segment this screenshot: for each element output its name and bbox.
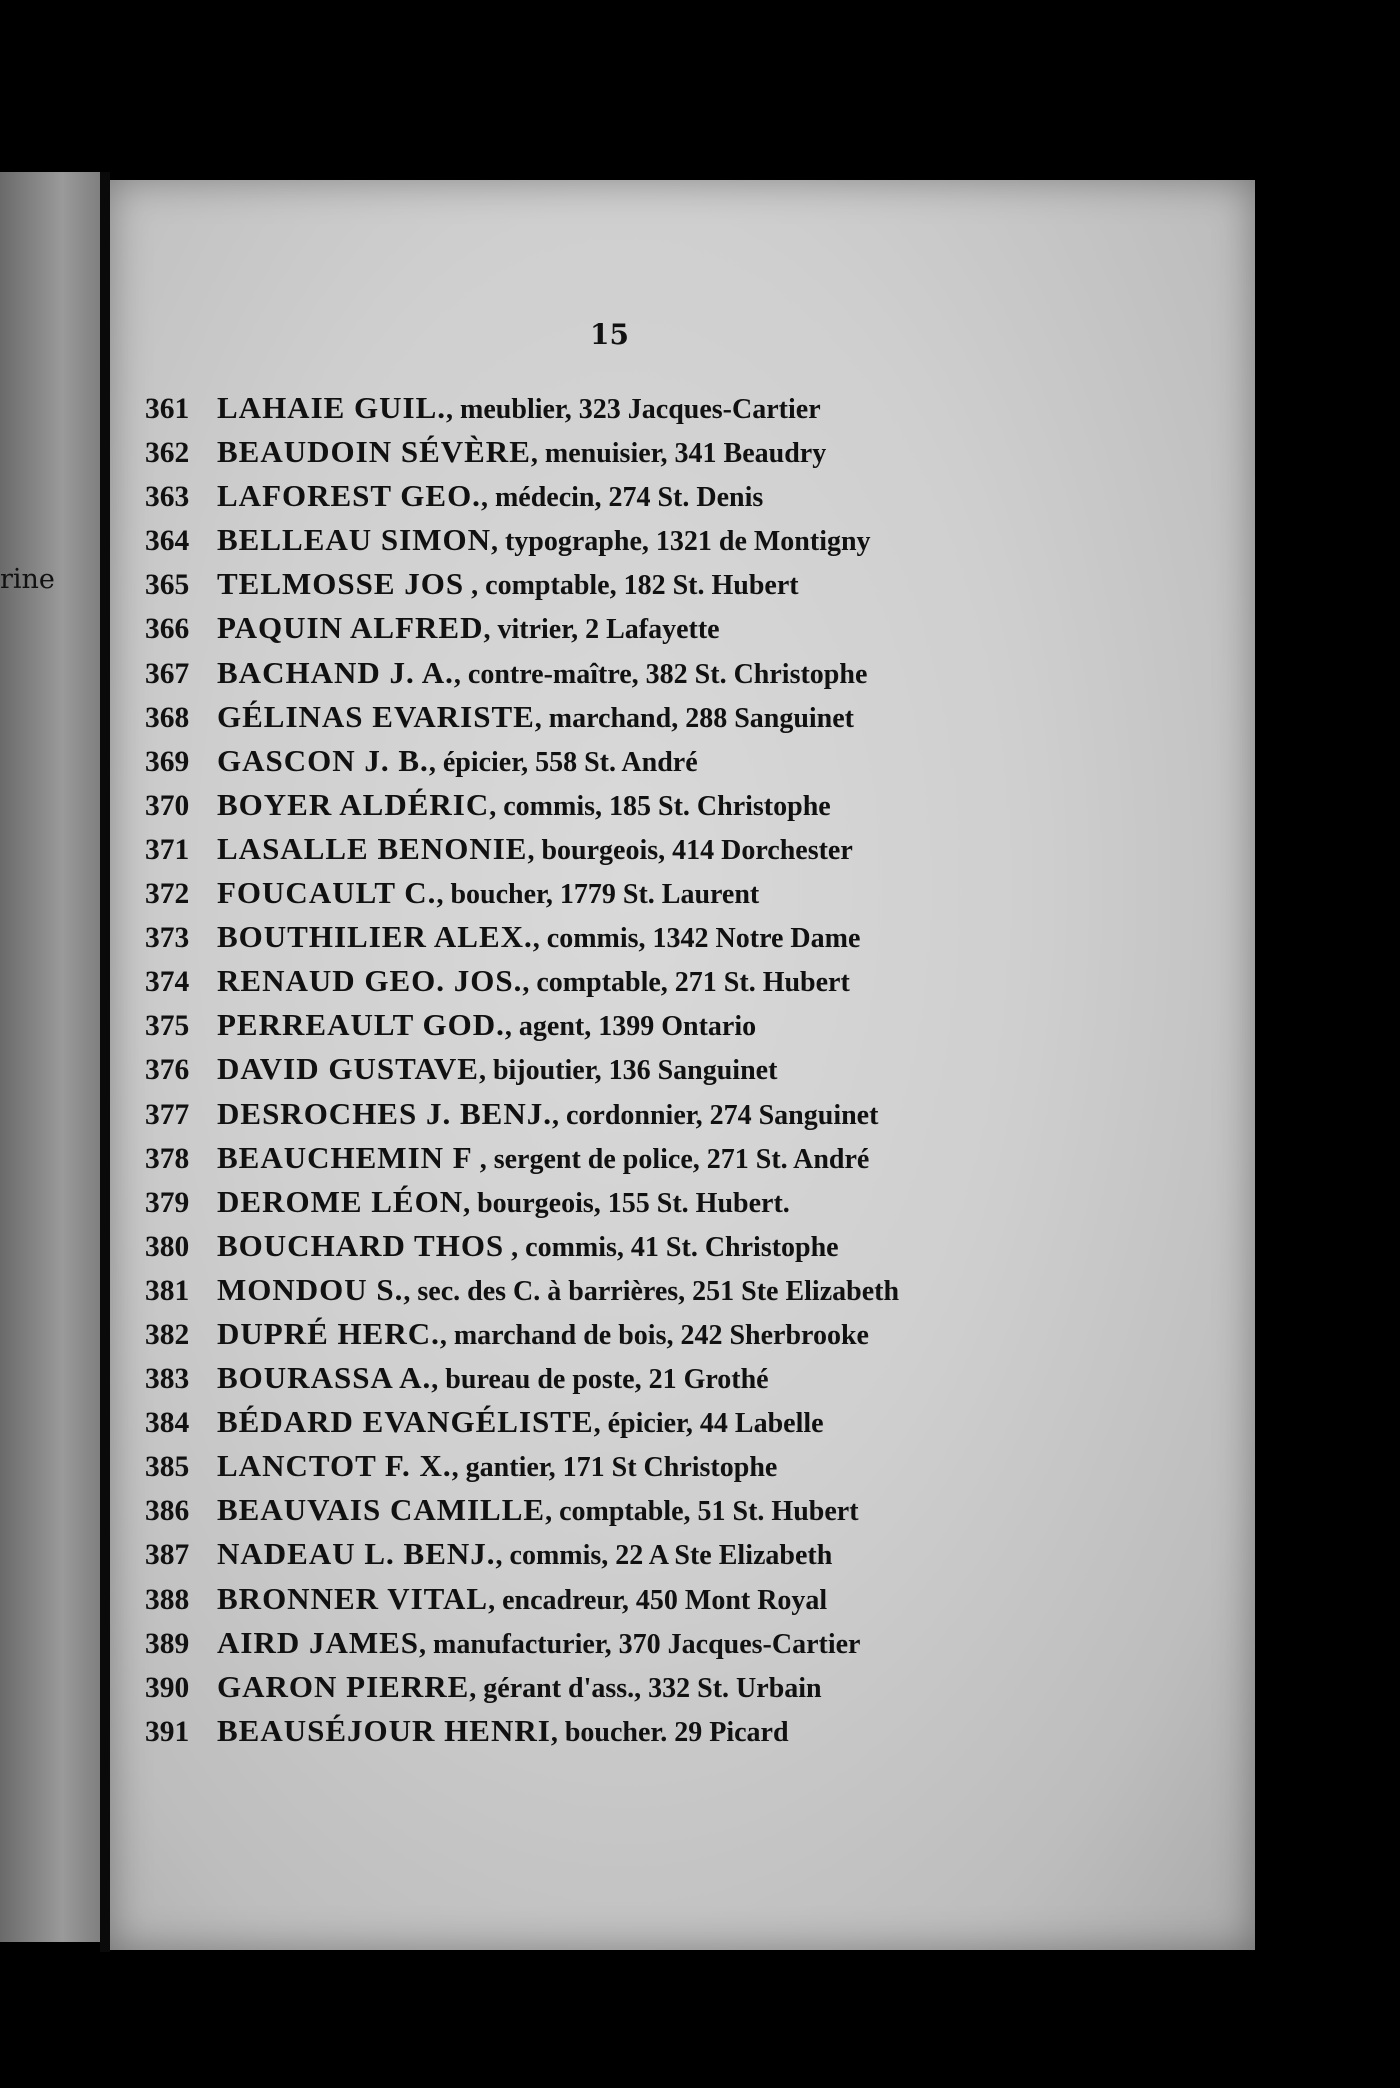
list-item [145,651,899,695]
entry-details: , gantier, 171 St Christophe [451,1452,778,1484]
entry-name: DAVID GUSTAVE [217,1051,479,1087]
entry-name: AIRD JAMES [217,1624,420,1660]
entry-name: BRONNER VITAL [217,1580,489,1616]
entry-details: , épicier, 558 St. André [428,746,698,778]
entry-number: 372 [145,878,190,911]
entry-number: 371 [145,833,190,866]
list-item [145,871,899,915]
entry-number: 390 [145,1671,190,1704]
entry-number: 363 [145,481,190,514]
entry-details: , bijoutier, 136 Sanguinet [478,1055,778,1087]
entry-number: 364 [145,525,190,558]
list-item [145,1047,899,1091]
entry-details: , boucher, 1779 St. Laurent [436,879,760,911]
entry-name: BOUTHILIER ALEX. [217,919,533,955]
list-item [145,1224,899,1268]
list-item [145,959,899,1003]
entry-details: , typographe, 1321 de Montigny [490,526,871,558]
list-item [145,1356,899,1400]
list-item [145,783,899,827]
entry-number: 378 [145,1142,190,1175]
list-item [145,695,899,739]
entry-number: 380 [145,1230,190,1263]
list-item [145,474,899,518]
previous-page-edge [0,172,104,1942]
entry-details: , marchand de bois, 242 Sherbrooke [439,1319,869,1351]
entry-details: , bourgeois, 414 Dorchester [527,834,853,866]
entry-details: , commis, 185 St. Christophe [489,790,831,822]
entry-details: , comptable, 51 St. Hubert [545,1496,859,1528]
entry-number: 387 [145,1539,190,1572]
list-item [145,1444,899,1488]
entry-number: 381 [145,1274,190,1307]
entry-name: BEAUVAIS CAMILLE [217,1492,546,1528]
page-gutter [100,172,110,1952]
entry-details: , manufacturier, 370 Jacques-Cartier [419,1628,861,1660]
entry-details: , commis, 1342 Notre Dame [532,923,861,955]
entry-number: 383 [145,1363,190,1396]
entry-name: DEROME LÉON [217,1183,464,1219]
entry-number: 362 [145,437,190,470]
entry-number: 366 [145,613,190,646]
entry-details: , comptable, 182 St. Hubert [464,570,799,602]
entry-name: BELLEAU SIMON [217,522,491,558]
entry-name: TELMOSSE JOS [217,566,465,602]
entry-name: NADEAU L. BENJ. [217,1536,496,1572]
entry-name: BÉDARD EVANGÉLISTE [217,1404,594,1440]
entry-details: , sergent de police, 271 St. André [472,1143,870,1175]
entry-details: , encadreur, 450 Mont Royal [488,1584,828,1616]
list-item [145,1488,899,1532]
entry-name: GÉLINAS EVARISTE [217,698,535,734]
entry-number: 376 [145,1054,190,1087]
entry-details: , contre-maître, 382 St. Christophe [453,658,868,690]
entry-number: 385 [145,1451,190,1484]
entry-details: , vitrier, 2 Lafayette [483,614,720,646]
entry-number: 370 [145,789,190,822]
list-item [145,915,899,959]
list-item [145,1577,899,1621]
entry-number: 382 [145,1318,190,1351]
entry-name: BACHAND J. A. [217,654,454,690]
page-number: 15 [590,318,629,351]
entry-name: GARON PIERRE [217,1668,470,1704]
entry-name: DUPRÉ HERC. [217,1315,440,1351]
entry-name: RENAUD GEO. JOS. [217,963,523,999]
entry-number: 384 [145,1407,190,1440]
entry-number: 388 [145,1583,190,1616]
entry-name: BOUCHARD THOS [217,1227,505,1263]
entry-number: 361 [145,393,190,425]
entry-number: 377 [145,1098,190,1131]
entry-name: DESROCHES J. BENJ. [217,1095,552,1131]
entry-details: , boucher. 29 Picard [550,1716,789,1748]
entry-number: 367 [145,657,190,690]
entry-details: , médecin, 274 St. Denis [480,482,764,514]
list-item [145,827,899,871]
list-item [145,739,899,783]
entry-name: LASALLE BENONIE [217,830,528,866]
list-item [145,1180,899,1224]
entry-name: BOYER ALDÉRIC [217,786,490,822]
entry-name: BEAUCHEMIN F [217,1139,473,1175]
list-item [145,606,899,650]
entry-name: MONDOU S. [217,1271,404,1307]
list-item [145,1400,899,1444]
list-item [145,1532,899,1576]
list-item [145,1136,899,1180]
entry-number: 389 [145,1627,190,1660]
list-item [145,1312,899,1356]
entry-details: , gérant d'ass., 332 St. Urbain [469,1672,822,1704]
list-item [145,1621,899,1665]
list-item [145,518,899,562]
entry-number: 369 [145,745,190,778]
entry-number: 365 [145,569,190,602]
entry-name: BOURASSA A. [217,1360,432,1396]
entry-details: , épicier, 44 Labelle [593,1408,824,1440]
entry-name: BEAUDOIN SÉVÈRE [217,434,531,470]
list-item [145,1665,899,1709]
entry-number: 386 [145,1495,190,1528]
entry-number: 391 [145,1715,190,1748]
list-item [145,1003,899,1047]
entry-details: , sec. des C. à barrières, 251 Ste Elizabeth [403,1275,900,1307]
entry-name: LAHAIE GUIL. [217,390,447,425]
entry-name: PERREAULT GOD. [217,1007,505,1043]
entry-number: 368 [145,701,190,734]
list-item [145,1268,899,1312]
list-item [145,1092,899,1136]
entry-details: , agent, 1399 Ontario [504,1011,757,1043]
entry-number: 379 [145,1186,190,1219]
entry-details: , bourgeois, 155 St. Hubert. [463,1187,790,1219]
previous-page-text-fragment: rine [0,564,55,595]
entry-name: GASCON J. B. [217,742,429,778]
directory-entry-list [145,386,899,1753]
list-item [145,386,899,430]
entry-details: , meublier, 323 Jacques-Cartier [446,394,821,425]
entry-details: , cordonnier, 274 Sanguinet [551,1099,879,1131]
entry-number: 374 [145,966,190,999]
list-item [145,562,899,606]
entry-details: , bureau de poste, 21 Grothé [431,1364,769,1396]
entry-name: BEAUSÉJOUR HENRI [217,1712,551,1748]
entry-name: FOUCAULT C. [217,875,437,911]
entry-details: , comptable, 271 St. Hubert [522,967,850,999]
entry-name: PAQUIN ALFRED [217,610,484,646]
list-item [145,1709,899,1753]
entry-details: , menuisier, 341 Beaudry [530,438,827,470]
entry-details: , commis, 41 St. Christophe [504,1231,839,1263]
entry-name: LANCTOT F. X. [217,1448,452,1484]
entry-number: 375 [145,1010,190,1043]
entry-details: , marchand, 288 Sanguinet [534,702,855,734]
entry-number: 373 [145,922,190,955]
entry-details: , commis, 22 A Ste Elizabeth [495,1540,833,1572]
list-item [145,430,899,474]
entry-name: LAFOREST GEO. [217,478,481,514]
